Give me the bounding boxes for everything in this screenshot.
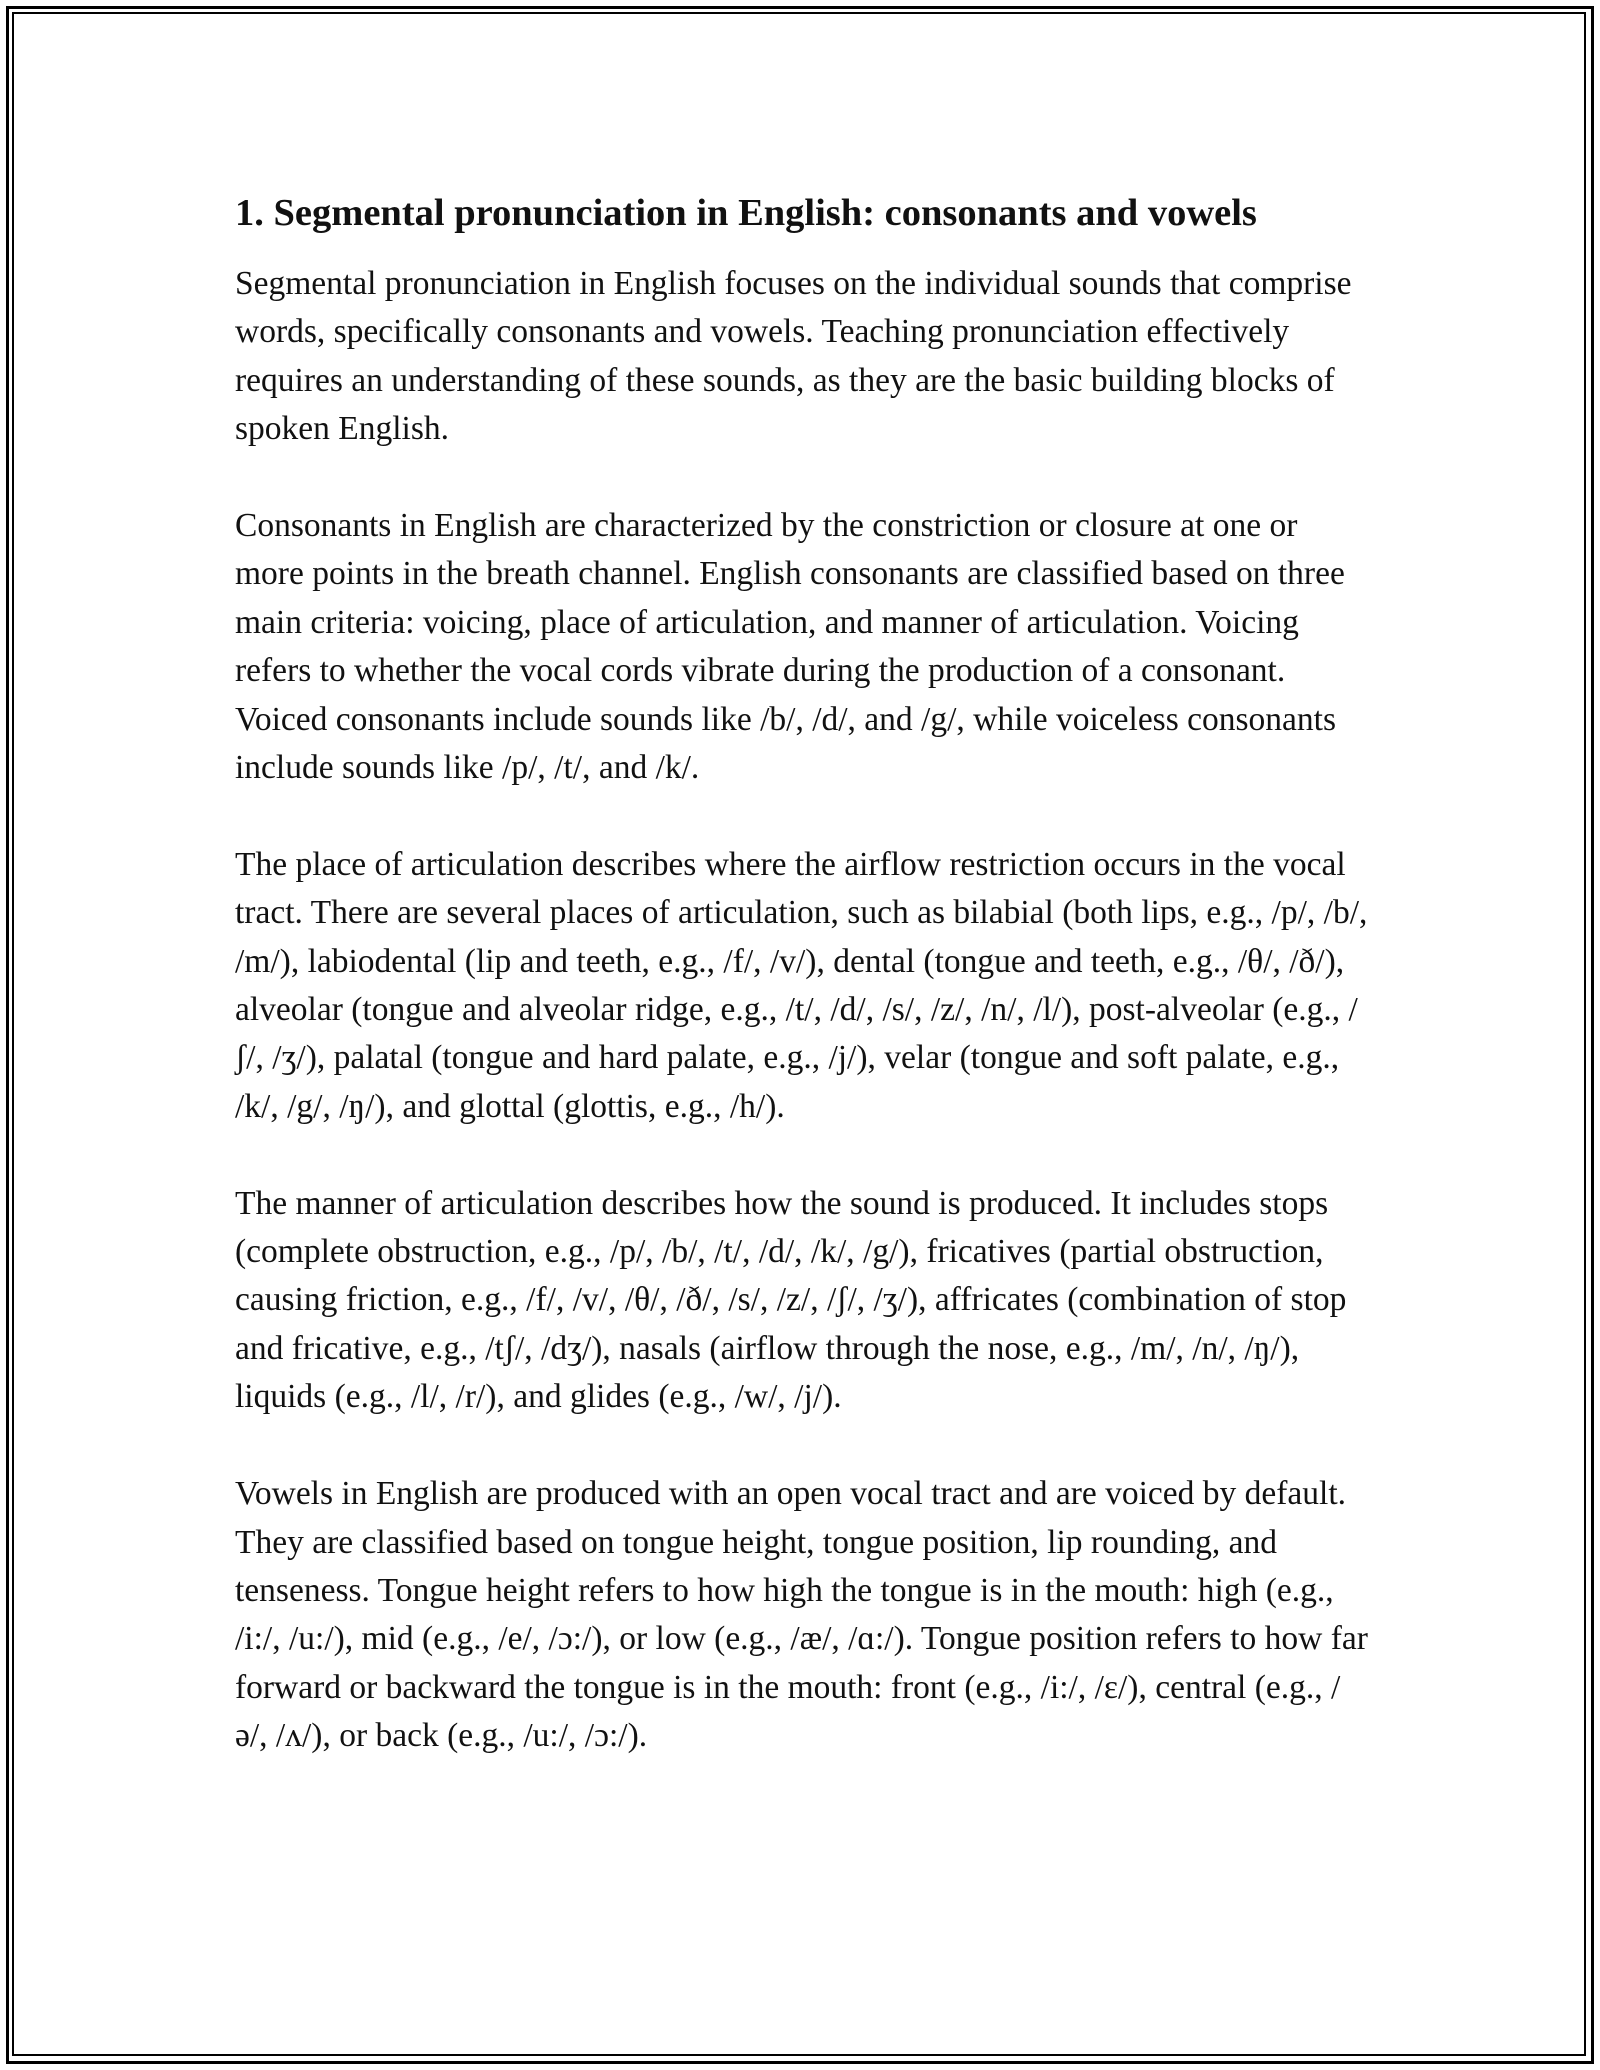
paragraph-vowels: Vowels in English are produced with an open vocal tract and are voiced by default. They are classified based on tongue height, tongue position, lip rounding, and tenseness. Tongue height refers to how high the tongue is in the mouth: high (e.g., /i:/, /u:/), mid (e.g., /e/, /ɔ:/), or low (e.g., /æ/, /ɑ:/). Tongue position refers to how far forward or backward the tongue is in the mouth: front (e.g., /i:/, /ɛ/), central (e.g., /ə/, /ʌ/), or back (e.g., /u:/, /ɔ:/). bbox=[235, 1475, 1368, 1755]
paragraph-intro: Segmental pronunciation in English focuses on the individual sounds that comprise words, specifically consonants and vowels. Teaching pronunciation effectively requires an understanding of these sounds, as they are the basic building blocks of spoken English. bbox=[235, 265, 1352, 448]
section-heading: 1. Segmental pronunciation in English: consonants and vowels bbox=[235, 192, 1257, 234]
paragraph-manner-of-articulation: The manner of articulation describes how the sound is produced. It includes stops (complete obstruction, e.g., /p/, /b/, /t/, /d/, /k/, /g/), fricatives (partial obstruction, causing friction, e.g., /f/, /v/, /θ/, /ð/, /s/, /z/, /ʃ/, /ʒ/), affricates (combination of stop and fricative, e.g., /tʃ/, /dʒ/), nasals (airflow through the nose, e.g., /m/, /n/, /ŋ/), liquids (e.g., /l/, /r/), and glides (e.g., /w/, /j/). bbox=[235, 1184, 1347, 1416]
document-body bbox=[235, 186, 1370, 1809]
paragraph-place-of-articulation: The place of articulation describes where the airflow restriction occurs in the vocal tract. There are several places of articulation, such as bilabial (both lips, e.g., /p/, /b/, /m/), labiodental (lip and teeth, e.g., /f/, /v/), dental (tongue and teeth, e.g., /θ/, /ð/), alveolar (tongue and alveolar ridge, e.g., /t/, /d/, /s/, /z/, /n/, /l/), post-alveolar (e.g., /ʃ/, /ʒ/), palatal (tongue and hard palate, e.g., /j/), velar (tongue and soft palate, e.g., /k/, /g/, /ŋ/), and glottal (glottis, e.g., /h/). bbox=[235, 845, 1368, 1125]
paragraph-consonants: Consonants in English are characterized by the constriction or closure at one or more points in the breath channel. English consonants are classified based on three main criteria: voicing, place of articulation, and manner of articulation. Voicing refers to whether the vocal cords vibrate during the production of a consonant. Voiced consonants include sounds like /b/, /d/, and /g/, while voiceless consonants include sounds like /p/, /t/, and /k/. bbox=[235, 507, 1345, 787]
